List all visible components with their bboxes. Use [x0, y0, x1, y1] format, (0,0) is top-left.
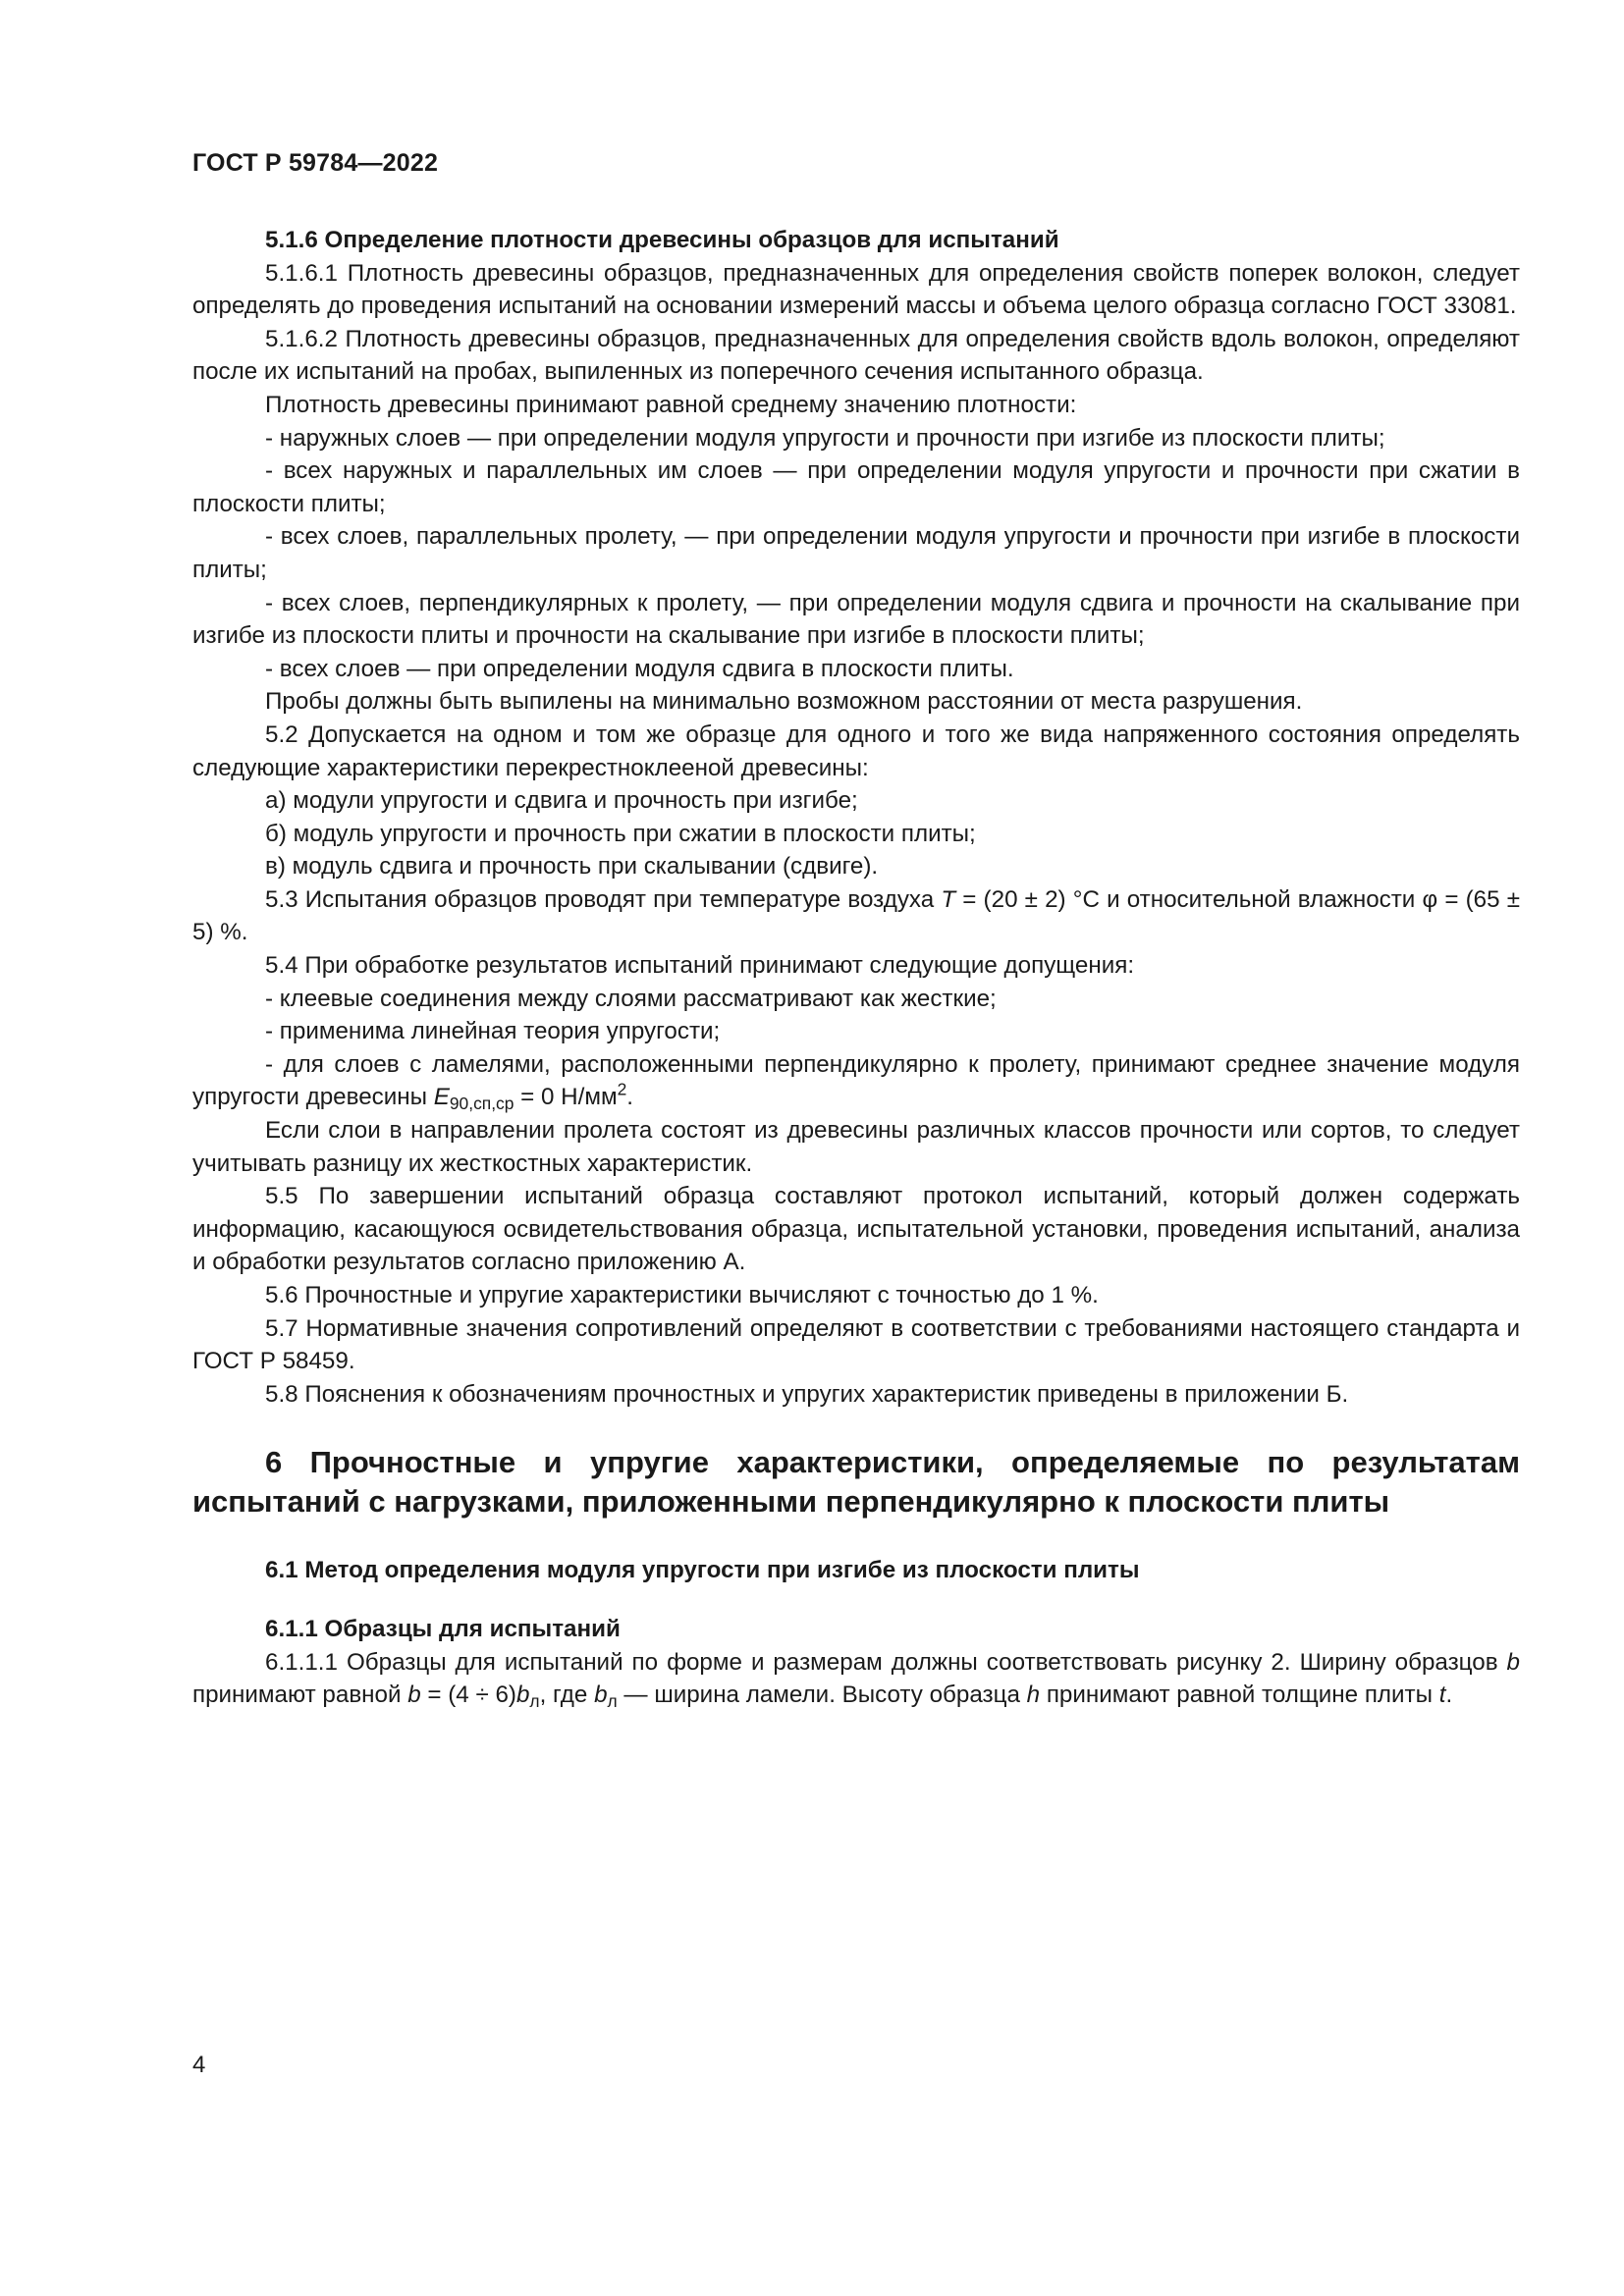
assumption-item-modulus: - для слоев с ламелями, расположенными перпендикулярно к пролету, принимают среднее значение модуля упругости древесины $E_{90,сп,ср} = 0$ $Н/мм^2$. — [192, 1050, 1520, 1114]
paragraph-5-2: 5.2 Допускается на одном и том же образце для одного и того же вида напряженного состояния определять следующие характеристики перекрестноклееной древесины: — [192, 721, 1520, 781]
density-list-item: - всех слоев, параллельных пролету, — при определении модуля упругости и прочности при изгибе в плоскости плиты; — [192, 523, 1520, 583]
density-list-item: - наружных слоев — при определении модуля упругости и прочности при изгибе из плоскости плиты; — [265, 424, 1385, 452]
density-intro: Плотность древесины принимают равной среднему значению плотности: — [265, 391, 1077, 418]
samples-note: Пробы должны быть выпилены на минимально возможном расстоянии от места разрушения. — [265, 688, 1303, 716]
list-item-5-2: б) модуль упругости и прочность при сжатии в плоскости плиты; — [265, 820, 976, 847]
paragraph-5-8: 5.8 Пояснения к обозначениям прочностных и упругих характеристик приведены в приложении Б. — [265, 1380, 1349, 1408]
paragraph-5-7: 5.7 Нормативные значения сопротивлений определяют в соответствии с требованиями настоящего стандарта и ГОСТ Р 58459. — [192, 1314, 1520, 1375]
layers-note: Если слои в направлении пролета состоят из древесины различных классов прочности или сортов, то следует учитывать разницу их жесткостных характеристик. — [192, 1117, 1520, 1177]
subsection-title-5-1-6: 5.1.6 Определение плотности древесины образцов для испытаний — [265, 227, 1059, 253]
document-id-header: ГОСТ Р 59784—2022 — [192, 149, 439, 177]
paragraph-5-3: 5.3 Испытания образцов проводят при температуре воздуха T = (20 ± 2) °С и относительной влажности φ = (65 ± 5) %. — [192, 885, 1520, 946]
list-item-5-2: в) модуль сдвига и прочность при скалывании (сдвиге). — [265, 853, 879, 881]
density-list-item: - всех слоев — при определении модуля сдвига в плоскости плиты. — [265, 655, 1014, 682]
paragraph-5-5: 5.5 По завершении испытаний образца составляют протокол испытаний, который должен содержать информацию, касающуюся освидетельствования образца, испытательной установки, проведения испытаний, анализа и обработки результатов согласно приложению А. — [192, 1183, 1520, 1276]
subsection-title-6-1-1: 6.1.1 Образцы для испытаний — [265, 1615, 621, 1642]
document-body — [192, 224, 1520, 1712]
page-number: 4 — [192, 2052, 206, 2078]
assumption-item: - клеевые соединения между слоями рассматривают как жесткие; — [265, 985, 997, 1012]
paragraph-6-1-1-1: 6.1.1.1 Образцы для испытаний по форме и размерам должны соответствовать рисунку 2. Ширину образцов b принимают равной $b = (4 \div 6)b_л$, где $b_л$ — ширина ламели. Высоту образца h принимают равной толщине плиты t. — [192, 1648, 1520, 1712]
paragraph-5-1-6-1: 5.1.6.1 Плотность древесины образцов, предназначенных для определения свойств поперек волокон, следует определять до проведения испытаний на основании измерений массы и объема целого образца согласно ГОСТ 33081. — [192, 259, 1520, 320]
subsection-title-6-1: 6.1 Метод определения модуля упругости при изгибе из плоскости плиты — [265, 1557, 1140, 1584]
density-list-item: - всех наружных и параллельных им слоев — при определении модуля упругости и прочности при сжатии в плоскости плиты; — [192, 457, 1520, 517]
list-item-5-2: а) модули упругости и сдвига и прочность при изгибе; — [265, 787, 858, 815]
assumption-item: - применима линейная теория упругости; — [265, 1018, 721, 1045]
section-6-title: 6 Прочностные и упругие характеристики, определяемые по результатам испытаний с нагрузками, приложенными перпендикулярно к плоскости плиты — [192, 1445, 1520, 1520]
paragraph-5-1-6-2: 5.1.6.2 Плотность древесины образцов, предназначенных для определения свойств вдоль волокон, определяют после их испытаний на пробах, выпиленных из поперечного сечения испытанного образца. — [192, 325, 1520, 386]
density-list-item: - всех слоев, перпендикулярных к пролету, — при определении модуля сдвига и прочности на скалывание при изгибе из плоскости плиты и прочности на скалывание при изгибе в плоскости плиты; — [192, 589, 1520, 650]
paragraph-5-4: 5.4 При обработке результатов испытаний принимают следующие допущения: — [265, 952, 1135, 980]
paragraph-5-6: 5.6 Прочностные и упругие характеристики вычисляют с точностью до 1 %. — [265, 1282, 1099, 1308]
